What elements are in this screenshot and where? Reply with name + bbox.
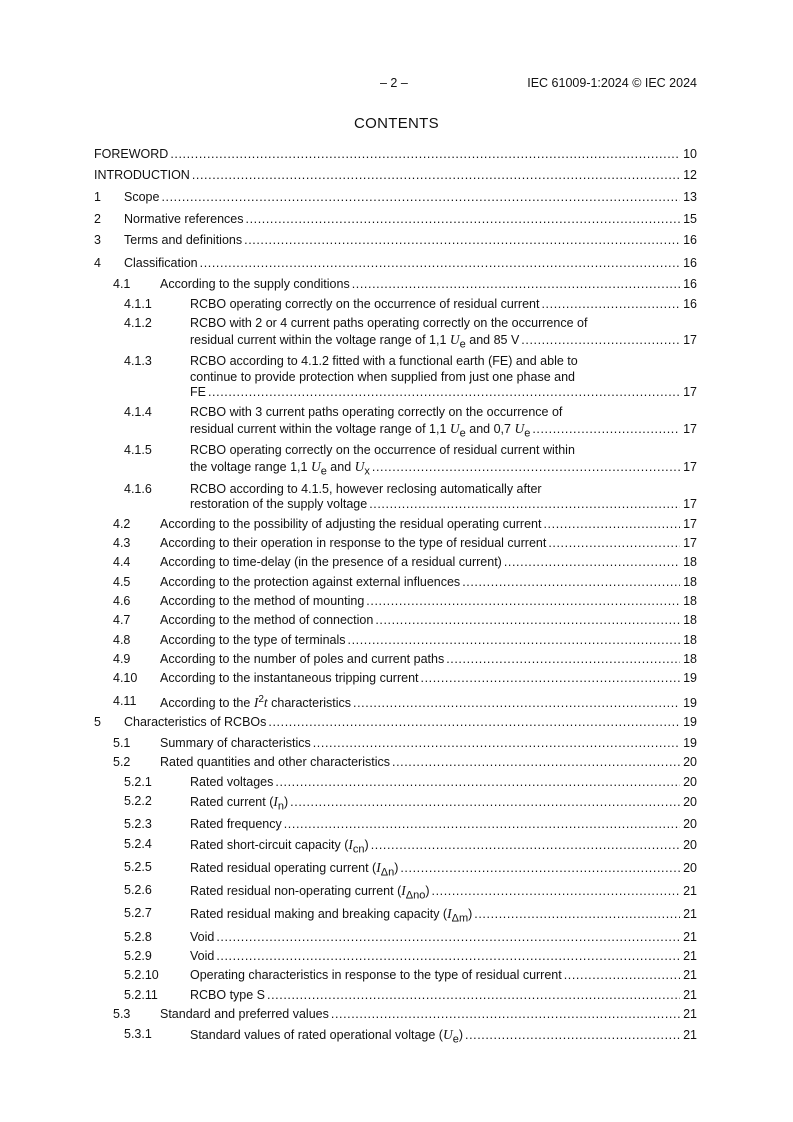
toc-label: According to the protection against external influences bbox=[160, 575, 461, 589]
toc-label: Rated residual making and breaking capacity $(I_{\Delta m})$ bbox=[190, 906, 473, 925]
toc-page: 21 bbox=[683, 907, 697, 921]
dot-leader bbox=[541, 297, 680, 311]
toc-number: 4.10 bbox=[113, 671, 138, 685]
toc-number: 5.2.6 bbox=[124, 883, 152, 897]
toc-label: FE bbox=[190, 385, 206, 399]
toc-page: 18 bbox=[683, 652, 697, 666]
dot-leader bbox=[474, 907, 680, 921]
toc-label: Operating characteristics in response to the type of residual current bbox=[190, 968, 562, 982]
toc-number: 4.1.2 bbox=[124, 316, 152, 330]
toc-number: 4.11 bbox=[113, 694, 137, 708]
toc-number: 5.2.10 bbox=[124, 968, 159, 982]
toc-page: 17 bbox=[683, 385, 697, 399]
toc-page: 20 bbox=[683, 861, 697, 875]
dot-leader bbox=[267, 988, 680, 1002]
toc-number: 4.5 bbox=[113, 575, 131, 589]
toc-number: 5.3.1 bbox=[124, 1027, 152, 1041]
dot-leader bbox=[268, 715, 680, 729]
dot-leader bbox=[548, 536, 680, 550]
toc-label: Scope bbox=[124, 190, 160, 204]
toc-label-line: RCBO with 2 or 4 current paths operating correctly on the occurrence of bbox=[190, 316, 588, 330]
toc-page: 20 bbox=[683, 755, 697, 769]
toc-label: Normative references bbox=[124, 212, 244, 226]
dot-leader bbox=[372, 460, 680, 474]
toc-label: According to the number of poles and current paths bbox=[160, 652, 445, 666]
toc-label: residual current within the voltage range of 1,1 $U_e$ and 0,7 $U_e$ bbox=[190, 421, 531, 440]
toc-label-line: RCBO operating correctly on the occurrence of residual current within bbox=[190, 443, 575, 457]
dot-leader bbox=[504, 555, 680, 569]
toc-number: 5.2.7 bbox=[124, 906, 152, 920]
toc-page: 18 bbox=[683, 555, 697, 569]
toc-label: Standard values of rated operational voltage $(U_e)$ bbox=[190, 1027, 463, 1046]
toc-number: 4.9 bbox=[113, 652, 131, 666]
toc-label: According to time-delay (in the presence of a residual current) bbox=[160, 555, 502, 569]
dot-leader bbox=[366, 594, 680, 608]
toc-number: 4 bbox=[94, 256, 101, 270]
dot-leader bbox=[244, 233, 680, 247]
toc-label: According to the method of mounting bbox=[160, 594, 365, 608]
toc-page: 17 bbox=[683, 460, 697, 474]
toc-page: 18 bbox=[683, 633, 697, 647]
dot-leader bbox=[216, 930, 680, 944]
toc-label: the voltage range 1,1 $U_e$ and $U_x$ bbox=[190, 459, 370, 478]
toc-label: Rated voltages bbox=[190, 775, 274, 789]
toc-page: 12 bbox=[683, 168, 697, 182]
toc-number: 4.2 bbox=[113, 517, 131, 531]
dot-leader bbox=[352, 277, 680, 291]
dot-leader bbox=[371, 838, 680, 852]
toc-number: 4.8 bbox=[113, 633, 131, 647]
toc-page: 18 bbox=[683, 613, 697, 627]
toc-number: 4.1 bbox=[113, 277, 131, 291]
toc-label: Standard and preferred values bbox=[160, 1007, 329, 1021]
dot-leader bbox=[348, 633, 681, 647]
toc-number: 4.1.6 bbox=[124, 482, 152, 496]
toc-label: INTRODUCTION bbox=[94, 168, 190, 182]
toc-number: 5.2.2 bbox=[124, 794, 152, 808]
toc-label: Rated quantities and other characteristics bbox=[160, 755, 390, 769]
dot-leader bbox=[353, 696, 680, 710]
toc-label: Rated current $(I_n)$ bbox=[190, 794, 289, 813]
toc-label-line: RCBO according to 4.1.5, however reclosing automatically after bbox=[190, 482, 542, 496]
dot-leader bbox=[170, 147, 680, 161]
toc-label: Terms and definitions bbox=[124, 233, 243, 247]
toc-number: 4.1.3 bbox=[124, 354, 152, 368]
dot-leader bbox=[200, 256, 680, 270]
toc-page: 20 bbox=[683, 795, 697, 809]
dot-leader bbox=[446, 652, 680, 666]
toc-number: 4.7 bbox=[113, 613, 131, 627]
toc-label: Rated frequency bbox=[190, 817, 282, 831]
toc-page: 16 bbox=[683, 256, 697, 270]
toc-number: 5.2.1 bbox=[124, 775, 152, 789]
toc-number: 5.2.8 bbox=[124, 930, 152, 944]
dot-leader bbox=[462, 575, 680, 589]
symbol-u: U bbox=[449, 332, 460, 347]
toc-page: 17 bbox=[683, 517, 697, 531]
toc-page: 19 bbox=[683, 696, 697, 711]
toc-label: Rated short-circuit capacity $(I_{cn})$ bbox=[190, 837, 369, 856]
toc-label-line: RCBO with 3 current paths operating correctly on the occurrence of bbox=[190, 405, 563, 419]
toc-page: 21 bbox=[683, 968, 697, 982]
toc-number: 5.3 bbox=[113, 1007, 131, 1021]
toc-number: 4.3 bbox=[113, 536, 131, 550]
toc-label: According to the method of connection bbox=[160, 613, 374, 627]
dot-leader bbox=[290, 795, 680, 809]
toc-page: 17 bbox=[683, 536, 697, 550]
toc-number: 5.2.5 bbox=[124, 860, 152, 874]
dot-leader bbox=[564, 968, 680, 982]
dot-leader bbox=[465, 1028, 680, 1042]
toc-page: 21 bbox=[683, 884, 697, 898]
toc-label: Rated residual operating current $(I_{\Delta n})$ bbox=[190, 860, 399, 879]
dot-leader bbox=[331, 1007, 680, 1021]
dot-leader bbox=[521, 333, 680, 347]
toc-label: Characteristics of RCBOs bbox=[124, 715, 267, 729]
toc-page: 19 bbox=[683, 736, 697, 750]
toc-label: Summary of characteristics bbox=[160, 736, 311, 750]
toc-number: 5.2.9 bbox=[124, 949, 152, 963]
toc-number: 5.2.3 bbox=[124, 817, 152, 831]
toc-page: 18 bbox=[683, 594, 697, 608]
dot-leader bbox=[313, 736, 680, 750]
toc-number: 5.1 bbox=[113, 736, 131, 750]
dot-leader bbox=[369, 497, 680, 511]
dot-leader bbox=[532, 422, 680, 436]
toc-label: According to the instantaneous tripping current bbox=[160, 671, 419, 685]
dot-leader bbox=[192, 168, 680, 182]
toc-label: RCBO type S bbox=[190, 988, 266, 1002]
dot-leader bbox=[400, 861, 680, 875]
toc-page: 21 bbox=[683, 930, 697, 944]
page-title: CONTENTS bbox=[354, 115, 439, 132]
dot-leader bbox=[161, 190, 680, 204]
toc-label: According to the $I^2t$ characteristics bbox=[160, 694, 352, 711]
toc-page: 20 bbox=[683, 838, 697, 852]
dot-leader bbox=[421, 671, 681, 685]
standard-reference: IEC 61009-1:2024 © IEC 2024 bbox=[527, 76, 697, 90]
toc-number: 4.1.4 bbox=[124, 405, 152, 419]
dot-leader bbox=[392, 755, 680, 769]
toc-page: 10 bbox=[683, 147, 697, 161]
toc-page: 16 bbox=[683, 277, 697, 291]
toc-label: restoration of the supply voltage bbox=[190, 497, 368, 511]
dot-leader bbox=[208, 385, 680, 399]
toc-page: 13 bbox=[683, 190, 697, 204]
toc-page: 19 bbox=[683, 671, 697, 685]
toc-number: 4.4 bbox=[113, 555, 131, 569]
toc-number: 3 bbox=[94, 233, 101, 247]
toc-page: 18 bbox=[683, 575, 697, 589]
toc-label: According to the possibility of adjusting the residual operating current bbox=[160, 517, 542, 531]
toc-page: 17 bbox=[683, 422, 697, 436]
toc-number: 4.1.1 bbox=[124, 297, 152, 311]
toc-page: 20 bbox=[683, 775, 697, 789]
toc-label-line: RCBO according to 4.1.2 fitted with a functional earth (FE) and able to bbox=[190, 354, 578, 368]
toc-label: Rated residual non-operating current $(I_{\Delta no})$ bbox=[190, 883, 430, 902]
toc-label: According to the type of terminals bbox=[160, 633, 346, 647]
toc-page: 17 bbox=[683, 333, 697, 347]
toc-label-line: continue to provide protection when supplied from just one phase and bbox=[190, 370, 575, 384]
toc-number: 2 bbox=[94, 212, 101, 226]
toc-page: 16 bbox=[683, 297, 697, 311]
dot-leader bbox=[216, 949, 680, 963]
toc-number: 1 bbox=[94, 190, 101, 204]
dot-leader bbox=[275, 775, 680, 789]
toc-label: Void bbox=[190, 930, 215, 944]
toc-number: 4.1.5 bbox=[124, 443, 152, 457]
toc-label: Void bbox=[190, 949, 215, 963]
toc-page: 21 bbox=[683, 1028, 697, 1042]
toc-number: 5 bbox=[94, 715, 101, 729]
toc-page: 16 bbox=[683, 233, 697, 247]
toc-label: residual current within the voltage range of 1,1 $U_e$ and 85 V bbox=[190, 332, 520, 351]
toc-label: RCBO operating correctly on the occurrence of residual current bbox=[190, 297, 540, 311]
toc-number: 4.6 bbox=[113, 594, 131, 608]
toc-label: Classification bbox=[124, 256, 198, 270]
dot-leader bbox=[284, 817, 680, 831]
dot-leader bbox=[246, 212, 681, 226]
dot-leader bbox=[543, 517, 680, 531]
toc-page: 21 bbox=[683, 988, 697, 1002]
page-number: – 2 – bbox=[380, 76, 408, 90]
dot-leader bbox=[432, 884, 681, 898]
toc-page: 21 bbox=[683, 1007, 697, 1021]
toc-label: According to their operation in response to the type of residual current bbox=[160, 536, 547, 550]
toc-number: 5.2.11 bbox=[124, 988, 158, 1002]
toc-number: 5.2 bbox=[113, 755, 131, 769]
toc-page: 15 bbox=[683, 212, 697, 226]
toc-label: FOREWORD bbox=[94, 147, 169, 161]
toc-label: According to the supply conditions bbox=[160, 277, 350, 291]
toc-page: 17 bbox=[683, 497, 697, 511]
toc-page: 19 bbox=[683, 715, 697, 729]
toc-number: 5.2.4 bbox=[124, 837, 152, 851]
toc-page: 21 bbox=[683, 949, 697, 963]
toc-page: 20 bbox=[683, 817, 697, 831]
dot-leader bbox=[375, 613, 680, 627]
